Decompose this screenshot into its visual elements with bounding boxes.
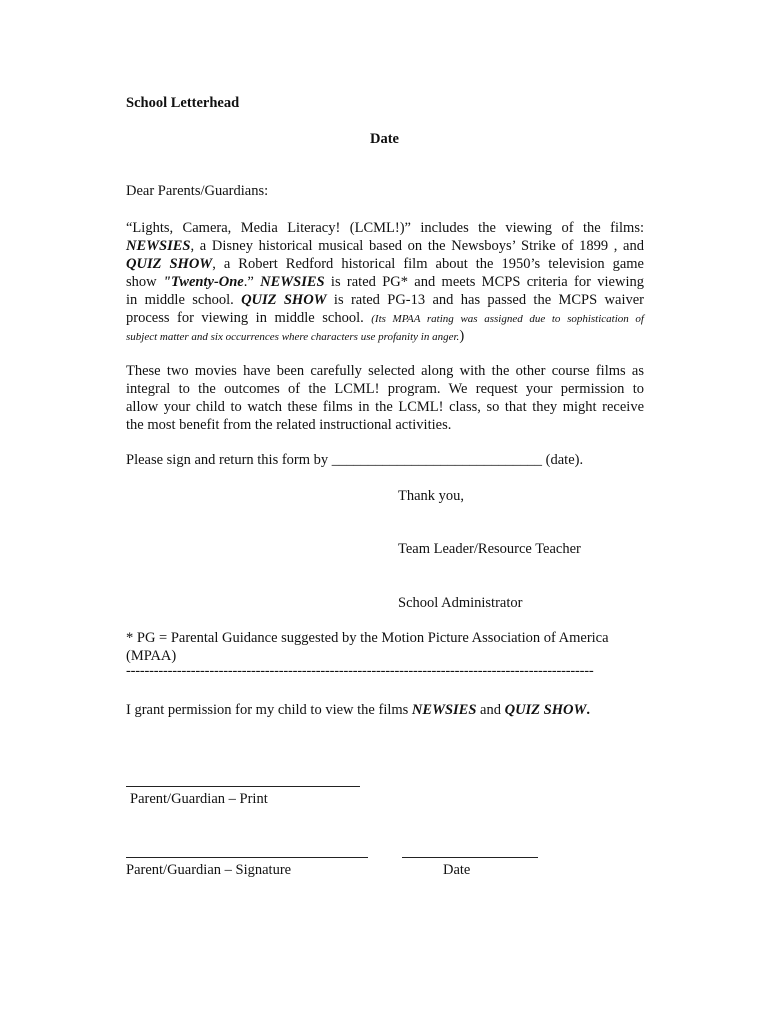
date-label: Date — [443, 862, 471, 878]
twenty-one-title: "Twenty-One — [162, 274, 244, 290]
intro-line-5: in middle school. QUIZ SHOW is rated PG-13 and has passed the MCPS waiver — [126, 292, 644, 308]
date-heading: Date — [370, 131, 399, 147]
newsies-title: NEWSIES — [260, 274, 325, 290]
intro-paragraph — [126, 219, 644, 345]
signature-label: Parent/Guardian – Signature — [126, 862, 292, 878]
quiz-show-title: QUIZ SHOW — [126, 256, 213, 272]
quiz-show-title: QUIZ SHOW — [504, 702, 587, 718]
selection-line-3: allow your child to watch these films in the LCML! class, so that they might receive — [126, 399, 644, 415]
intro-line-1: “Lights, Camera, Media Literacy! (LCML!)” includes the viewing of the films: — [126, 220, 644, 236]
intro-line-2: NEWSIES, a Disney historical musical based on the Newsboys’ Strike of 1899 , and — [126, 238, 644, 254]
return-instruction: Please sign and return this form by _____________________________ (date). — [126, 452, 584, 468]
cut-line: ----------------------------------------------------------------------------------------------------- — [126, 663, 594, 679]
footnote-line-1: * PG = Parental Guidance suggested by the Motion Picture Association of America — [126, 630, 609, 646]
selection-line-1: These two movies have been carefully selected along with the other course films as — [126, 363, 644, 379]
selection-line-4: the most benefit from the related instructional activities. — [126, 417, 452, 433]
team-leader-signoff: Team Leader/Resource Teacher — [398, 541, 581, 557]
footnote-line-2: (MPAA) — [126, 648, 177, 664]
administrator-signoff: School Administrator — [398, 595, 523, 611]
intro-line-3: QUIZ SHOW, a Robert Redford historical film about the 1950’s television game — [126, 256, 644, 272]
intro-line-6: process for viewing in middle school. (Its MPAA rating was assigned due to sophistication of — [126, 310, 644, 326]
newsies-title: NEWSIES — [126, 238, 191, 254]
letterhead: School Letterhead — [126, 95, 240, 111]
thank-you: Thank you, — [398, 488, 465, 504]
intro-line-7: subject matter and six occurrences where characters use profanity in anger.) — [126, 328, 465, 344]
rating-note-cont: subject matter and six occurrences where characters use profanity in anger. — [126, 331, 460, 343]
print-name-line[interactable] — [126, 786, 360, 787]
signature-line[interactable] — [126, 857, 368, 858]
salutation: Dear Parents/Guardians: — [126, 183, 269, 199]
quiz-show-title: QUIZ SHOW — [241, 292, 327, 308]
intro-line-4: show "Twenty-One.” NEWSIES is rated PG* and meets MCPS criteria for viewing — [126, 274, 644, 290]
date-line[interactable] — [402, 857, 538, 858]
selection-paragraph — [126, 362, 644, 434]
permission-statement: I grant permission for my child to view the films NEWSIES and QUIZ SHOW. — [126, 702, 590, 718]
rating-note: (Its MPAA rating was assigned due to sophistication of — [371, 313, 644, 325]
print-name-label: Parent/Guardian – Print — [130, 791, 268, 807]
newsies-title: NEWSIES — [411, 702, 477, 718]
selection-line-2: integral to the outcomes of the LCML! program. We request your permission to — [126, 381, 644, 397]
